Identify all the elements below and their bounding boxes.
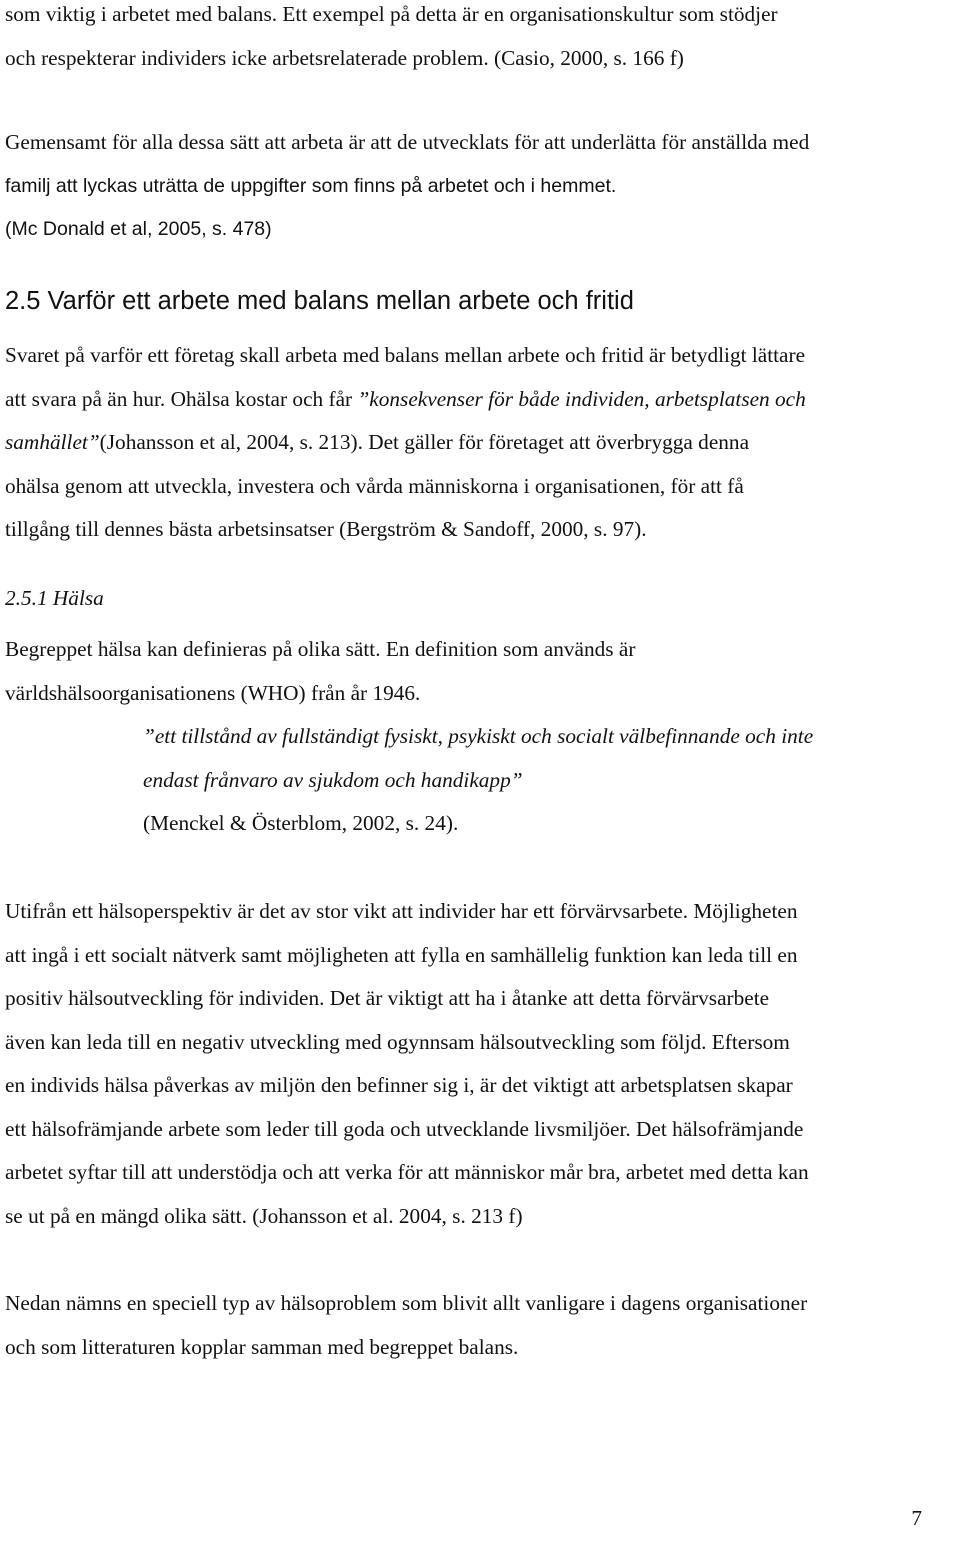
text-run: att svara på än hur. Ohälsa kostar och får	[5, 386, 358, 411]
perspective-paragraph	[5, 890, 957, 1238]
closing-paragraph	[5, 1282, 957, 1369]
text-line: Utifrån ett hälsoperspektiv är det av stor vikt att individer har ett förvärvsarbete. Möjligheten	[5, 899, 798, 923]
text-line: ohälsa genom att utveckla, investera och vårda människorna i organisationen, för att få	[5, 473, 744, 498]
text-line: (Mc Donald et al, 2005, s. 478)	[5, 218, 272, 240]
quoted-phrase: ”konsekvenser för både individen, arbetsplatsen och	[357, 386, 806, 411]
quote-line: ”ett tillstånd av fullständigt fysiskt, psykiskt och socialt välbefinnande och inte	[143, 724, 814, 748]
intro-paragraph	[5, 0, 957, 80]
text-line: arbetet syftar till att understödja och att verka för att människor mår bra, arbetet med detta kan	[5, 1160, 809, 1184]
text-line: se ut på en mängd olika sätt. (Johansson et al. 2004, s. 213 f)	[5, 1203, 523, 1228]
common-paragraph	[5, 121, 957, 252]
block-quote	[143, 715, 953, 846]
text-line: att ingå i ett socialt nätverk samt möjligheten att fylla en samhällelig funktion kan leda till en	[5, 942, 798, 967]
text-line: Begreppet hälsa kan definieras på olika sätt. En definition som används är	[5, 637, 636, 661]
text-line: ett hälsofrämjande arbete som leder till goda och utvecklande livsmiljöer. Det hälsofrämjande	[5, 1116, 804, 1141]
text-line: och respekterar individers icke arbetsrelaterade problem. (Casio, 2000, s. 166 f)	[5, 45, 684, 70]
text-line: Gemensamt för alla dessa sätt att arbeta är att de utvecklats för att underlätta för anställda med	[5, 130, 810, 154]
health-definition-paragraph	[5, 628, 957, 715]
text-line: familj att lyckas uträtta de uppgifter som finns på arbetet och i hemmet.	[5, 174, 617, 197]
subsection-heading: 2.5.1 Hälsa	[5, 586, 104, 610]
text-line: och som litteraturen kopplar samman med begreppet balans.	[5, 1334, 519, 1359]
quote-citation: (Menckel & Österblom, 2002, s. 24).	[143, 811, 459, 835]
text-line: Svaret på varför ett företag skall arbeta med balans mellan arbete och fritid är betydligt lättare	[5, 343, 806, 367]
text-line: även kan leda till en negativ utveckling med ogynnsam hälsoutveckling som följd. Eftersom	[5, 1029, 790, 1054]
text-line	[5, 378, 957, 422]
text-run: (Johansson et al, 2004, s. 213). Det gäller för företaget att överbrygga denna	[99, 430, 750, 454]
text-line	[5, 421, 957, 465]
why-paragraph	[5, 334, 957, 552]
section-heading: 2.5 Varför ett arbete med balans mellan arbete och fritid	[5, 287, 634, 315]
page-number: 7	[911, 1506, 922, 1530]
quote-line: endast frånvaro av sjukdom och handikapp”	[143, 767, 523, 792]
text-line: en individs hälsa påverkas av miljön den befinner sig i, är det viktigt att arbetsplatsen skapar	[5, 1073, 793, 1097]
text-line: som viktig i arbetet med balans. Ett exempel på detta är en organisationskultur som stödjer	[5, 2, 778, 26]
quoted-phrase: samhället”	[5, 430, 100, 454]
text-line: Nedan nämns en speciell typ av hälsoproblem som blivit allt vanligare i dagens organisationer	[5, 1291, 808, 1315]
text-line: tillgång till dennes bästa arbetsinsatser (Bergström & Sandoff, 2000, s. 97).	[5, 517, 647, 541]
text-line: positiv hälsoutveckling för individen. Det är viktigt att ha i åtanke att detta förvärvsarbete	[5, 986, 770, 1010]
text-line: världshälsoorganisationens (WHO) från år 1946.	[5, 680, 421, 705]
